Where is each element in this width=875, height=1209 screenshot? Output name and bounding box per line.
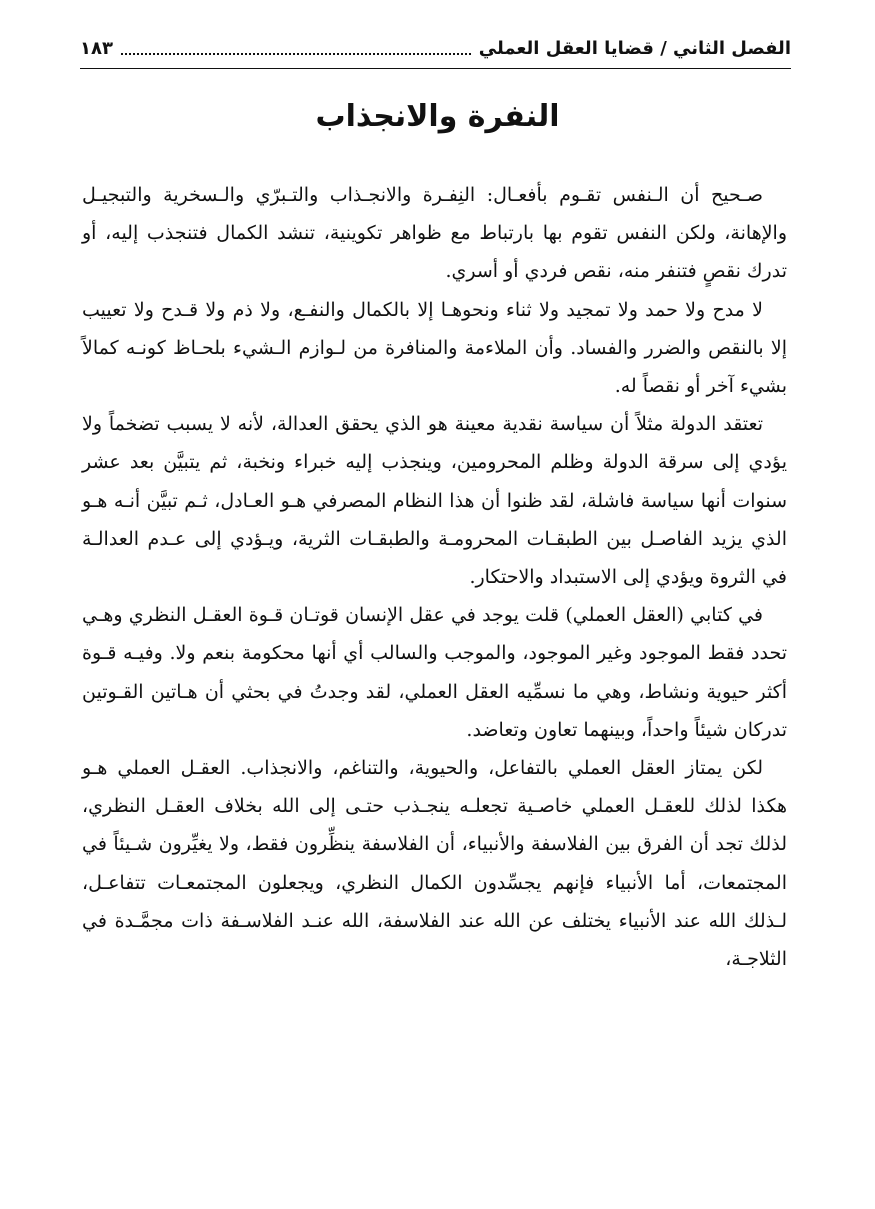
running-header: [80, 32, 791, 64]
paragraph: في كتابي (العقل العملي) قلت يوجد في عقل الإنسان قوتـان قـوة العقـل النظري وهـي تحدد فقط الموجود وغير الموجود، والموجب والسالب أي أنها محكومة بنعم ولا. وفيـه قـوة أكثر حيوية ونشاط، وهي ما نسمِّيه العقل العملي، لقد وجدتُ في بحثي أن هـاتين القـوتين تدركان شيئاً واحداً، وبينهما تعاون وتعاضد.: [82, 604, 788, 741]
paragraph: لا مدح ولا حمد ولا تمجيد ولا ثناء ونحوهـا إلا بالكمال والنفـع، ولا ذم ولا قـدح ولا تعييب إلا بالنقص والضرر والفساد. وأن الملاءمة والمنافرة من لـوازم الـشيء بلحـاظ كونـه كمالاً بشيء آخر أو نقصاً له.: [82, 298, 787, 398]
paragraph: لكن يمتاز العقل العملي بالتفاعل، والحيوية، والتناغم، والانجذاب. العقـل العملي هـو هكذا لذلك للعقـل العملي خاصـية تجعلـه ينجـذب حتـى إلى الله بخلاف العقـل النظري، لذلك تجد أن الفرق بين الفلاسفة والأنبياء، أن الفلاسفة ينظِّرون فقط، ولا يغيِّرون شـيئاً في المجتمعات، أما الأنبياء فإنهم يجسِّدون الكمال النظري، ويجعلون المجتمعـات تتفاعـل، لـذلك الله عند الأنبياء يختلف عن الله عند الفلاسفة، الله عنـد الفلاسـفة ذات مجمَّـدة في الثلاجـة،: [82, 757, 787, 971]
body-text: [82, 176, 787, 978]
chapter-title: النفرة والانجذاب: [315, 99, 560, 134]
header-divider: [80, 68, 791, 69]
header-dot-leader: [121, 53, 471, 55]
paragraph: صـحيح أن الـنفس تقـوم بأفعـال: النِفـرة والانجـذاب والتـبرّي والـسخرية والتبجيـل والإهانة، ولكن النفس تقوم بها بارتباط مع ظواهر تكوينية، تنشد الكمال فتنجذب إليه، أو تدرك نقصٍ فتنفر منه، نقص فردي أو أسري.: [82, 184, 787, 283]
page-number: ١٨٣: [80, 37, 113, 59]
header-chapter-title: الفصل الثاني / قضايا العقل العملي: [478, 37, 791, 59]
paragraph: تعتقد الدولة مثلاً أن سياسة نقدية معينة هو الذي يحقق العدالة، لأنه لا يسبب تضخماً ولا يؤدي إلى سرقة الدولة وظلم المحرومين، وينجذب إليه خبراء ونخبة، ثم يتبيَّن بعد عشر سنوات أنها سياسة فاشلة، لقد ظنوا أن هذا النظام المصرفي هـو العـادل، ثـم تبيَّن أنـه هـو الذي يزيد الفاصـل بين الطبقـات المحرومـة والطبقـات الثرية، ويـؤدي إلى عـدم العدالـة في الثروة ويؤدي إلى الاستبداد والاحتكار.: [82, 413, 787, 589]
